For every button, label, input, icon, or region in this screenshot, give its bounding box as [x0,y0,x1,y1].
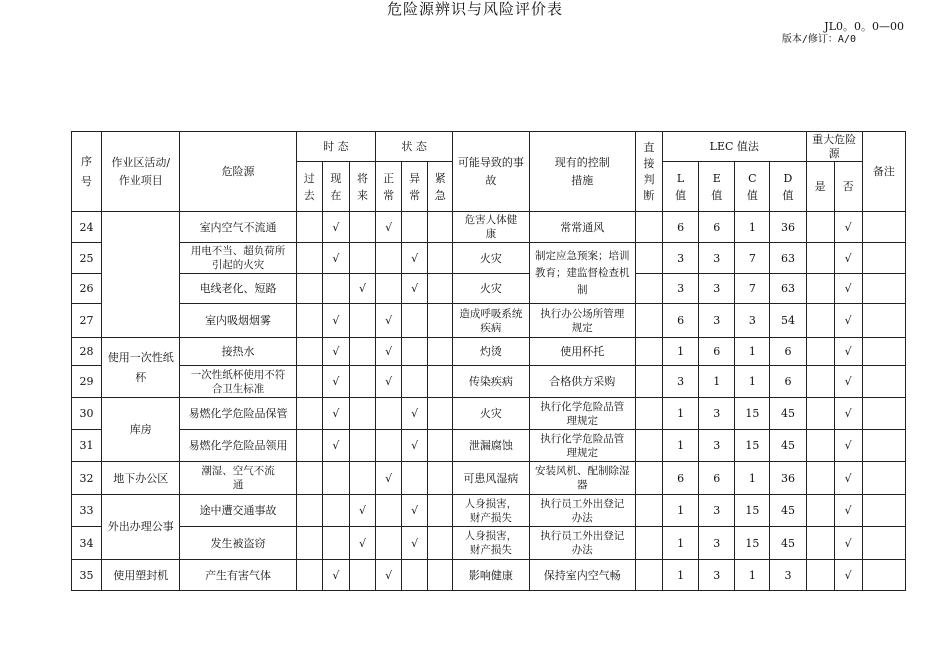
cell-hazard: 发生被盗窃 [180,527,296,560]
cell-C: 1 [735,212,770,243]
cell-seq: 30 [72,398,102,430]
cell-C: 15 [735,430,770,462]
cell-normal: √ [376,560,402,591]
cell-C: 15 [735,495,770,527]
cell-control: 执行化学危险品管理规定 [529,398,635,430]
cell-future [349,243,375,274]
cell-E: 1 [699,366,735,398]
cell-seq: 32 [72,462,102,495]
cell-L: 1 [663,560,699,591]
cell-E: 3 [699,527,735,560]
header-major: 重大危险源 [806,132,862,162]
cell-no: √ [834,560,862,591]
cell-accident: 灼烫 [453,338,529,366]
cell-normal [376,430,402,462]
header-seq: 序号 [72,132,102,212]
cell-L: 1 [663,527,699,560]
cell-no: √ [834,398,862,430]
cell-E: 6 [699,338,735,366]
cell-seq: 26 [72,274,102,304]
cell-no: √ [834,338,862,366]
cell-control: 执行员工外出登记办法 [529,495,635,527]
cell-seq: 29 [72,366,102,398]
header-C: C值 [735,162,770,212]
cell-E: 6 [699,462,735,495]
cell-accident: 可患风湿病 [453,462,529,495]
cell-abnormal [402,462,428,495]
cell-D: 6 [770,338,806,366]
cell-abnormal [402,338,428,366]
cell-L: 1 [663,338,699,366]
header-tense: 时 态 [296,132,375,162]
document-title: 危险源辨识与风险评价表 [386,0,563,18]
cell-L: 1 [663,398,699,430]
cell-now: √ [322,430,349,462]
cell-control: 保持室内空气畅 [529,560,635,591]
cell-L: 6 [663,212,699,243]
header-state: 状 态 [376,132,453,162]
cell-now [322,495,349,527]
cell-no: √ [834,304,862,338]
cell-normal: √ [376,462,402,495]
document-number: JL0。0。0—00 [824,20,904,33]
cell-abnormal [402,560,428,591]
cell-abnormal [402,212,428,243]
header-E: E值 [699,162,735,212]
cell-D: 36 [770,462,806,495]
cell-C: 1 [735,560,770,591]
cell-seq: 27 [72,304,102,338]
cell-now: √ [322,304,349,338]
cell-future [349,398,375,430]
header-hazard: 危险源 [180,132,296,212]
header-L: L值 [663,162,699,212]
cell-hazard: 途中遭交通事故 [180,495,296,527]
cell-accident: 危害人体健康 [453,212,529,243]
cell-D: 45 [770,430,806,462]
table-row [72,462,906,495]
cell-activity: 使用一次性纸杯 [102,338,180,398]
cell-L: 6 [663,462,699,495]
cell-seq: 35 [72,560,102,591]
cell-accident: 造成呼吸系统疾病 [453,304,529,338]
header-state-abnormal: 异常 [402,162,428,212]
cell-now: √ [322,366,349,398]
risk-assessment-table [71,131,906,591]
cell-E: 3 [699,274,735,304]
cell-D: 54 [770,304,806,338]
cell-abnormal [402,304,428,338]
cell-now: √ [322,560,349,591]
cell-accident: 传染疾病 [453,366,529,398]
table-row [72,212,906,243]
cell-no: √ [834,366,862,398]
cell-hazard: 室内空气不流通 [180,212,296,243]
cell-hazard: 室内吸烟烟雾 [180,304,296,338]
cell-activity: 库房 [102,398,180,462]
cell-seq: 25 [72,243,102,274]
cell-C: 1 [735,462,770,495]
cell-D: 63 [770,243,806,274]
cell-L: 1 [663,430,699,462]
header-tense-now: 现在 [322,162,349,212]
cell-L: 3 [663,274,699,304]
cell-no: √ [834,243,862,274]
header-remark: 备注 [862,132,905,212]
cell-now [322,462,349,495]
cell-no: √ [834,212,862,243]
cell-C: 1 [735,338,770,366]
cell-future [349,366,375,398]
cell-no: √ [834,495,862,527]
cell-abnormal: √ [402,430,428,462]
cell-seq: 31 [72,430,102,462]
header-tense-future: 将来 [349,162,375,212]
cell-control: 制定应急预案；培训教育；建监督检查机制 [529,243,635,304]
cell-control: 执行员工外出登记办法 [529,527,635,560]
header-control: 现有的控制措施 [529,132,635,212]
cell-accident: 人身损害，财产损失 [453,527,529,560]
cell-normal [376,274,402,304]
cell-control: 安装风机、配制除湿器 [529,462,635,495]
cell-E: 3 [699,398,735,430]
header-yes: 是 [806,162,834,212]
cell-activity: 使用塑封机 [102,560,180,591]
cell-hazard: 产生有害气体 [180,560,296,591]
header-D: D值 [770,162,806,212]
cell-D: 45 [770,398,806,430]
cell-now: √ [322,398,349,430]
cell-C: 7 [735,243,770,274]
cell-accident: 影响健康 [453,560,529,591]
cell-E: 3 [699,560,735,591]
cell-no: √ [834,527,862,560]
cell-no: √ [834,274,862,304]
cell-future [349,338,375,366]
table-row [72,527,906,560]
cell-accident: 火灾 [453,274,529,304]
cell-E: 3 [699,243,735,274]
header-activity: 作业区活动/作业项目 [102,132,180,212]
cell-control: 合格供方采购 [529,366,635,398]
cell-normal: √ [376,212,402,243]
cell-future [349,560,375,591]
table-row [72,560,906,591]
cell-normal [376,495,402,527]
cell-D: 45 [770,495,806,527]
cell-C: 15 [735,527,770,560]
cell-seq: 24 [72,212,102,243]
cell-D: 63 [770,274,806,304]
cell-hazard: 易燃化学危险品领用 [180,430,296,462]
cell-hazard: 电线老化、短路 [180,274,296,304]
cell-accident: 火灾 [453,398,529,430]
cell-D: 36 [770,212,806,243]
header-state-emergency: 紧急 [428,162,453,212]
cell-hazard: 一次性纸杯使用不符合卫生标准 [180,366,296,398]
cell-control: 执行化学危险品管理规定 [529,430,635,462]
cell-abnormal: √ [402,398,428,430]
cell-normal [376,398,402,430]
cell-now: √ [322,243,349,274]
cell-control: 执行办公场所管理规定 [529,304,635,338]
cell-activity [102,212,180,338]
table-row [72,495,906,527]
cell-hazard: 用电不当、超负荷所引起的火灾 [180,243,296,274]
table-row [72,274,906,304]
header-no: 否 [834,162,862,212]
cell-future [349,304,375,338]
cell-normal [376,527,402,560]
cell-accident: 人身损害，财产损失 [453,495,529,527]
cell-normal: √ [376,366,402,398]
cell-seq: 33 [72,495,102,527]
cell-hazard: 潮湿、空气不流通 [180,462,296,495]
cell-D: 3 [770,560,806,591]
cell-accident: 火灾 [453,243,529,274]
cell-C: 1 [735,366,770,398]
cell-L: 3 [663,366,699,398]
table-row [72,366,906,398]
cell-now: √ [322,212,349,243]
cell-future: √ [349,274,375,304]
cell-accident: 泄漏腐蚀 [453,430,529,462]
cell-C: 3 [735,304,770,338]
cell-L: 3 [663,243,699,274]
cell-future: √ [349,527,375,560]
cell-future [349,430,375,462]
header-lec: LEC 值法 [663,132,807,162]
cell-E: 3 [699,304,735,338]
header-accident: 可能导致的事故 [453,132,529,212]
cell-activity: 外出办理公事 [102,495,180,560]
cell-future [349,462,375,495]
header-state-normal: 正常 [376,162,402,212]
cell-D: 45 [770,527,806,560]
cell-abnormal: √ [402,274,428,304]
cell-C: 15 [735,398,770,430]
cell-abnormal: √ [402,495,428,527]
cell-normal: √ [376,304,402,338]
cell-abnormal [402,366,428,398]
header-direct: 直接判断 [635,132,662,212]
cell-L: 6 [663,304,699,338]
cell-C: 7 [735,274,770,304]
cell-E: 3 [699,430,735,462]
cell-abnormal: √ [402,243,428,274]
cell-hazard: 接热水 [180,338,296,366]
cell-D: 6 [770,366,806,398]
cell-no: √ [834,430,862,462]
table-row [72,398,906,430]
cell-no: √ [834,462,862,495]
table-row [72,338,906,366]
version-label: 版本/修订：A/0 [781,34,856,45]
cell-future: √ [349,495,375,527]
cell-now [322,527,349,560]
cell-control: 使用杯托 [529,338,635,366]
cell-activity: 地下办公区 [102,462,180,495]
cell-seq: 34 [72,527,102,560]
cell-future [349,212,375,243]
header-tense-past: 过去 [296,162,322,212]
cell-seq: 28 [72,338,102,366]
cell-now [322,274,349,304]
cell-E: 6 [699,212,735,243]
cell-normal [376,243,402,274]
cell-now: √ [322,338,349,366]
table-row [72,304,906,338]
cell-abnormal: √ [402,527,428,560]
table-row [72,430,906,462]
cell-E: 3 [699,495,735,527]
cell-hazard: 易燃化学危险品保管 [180,398,296,430]
cell-L: 1 [663,495,699,527]
table-row [72,243,906,274]
cell-control: 常常通风 [529,212,635,243]
cell-normal: √ [376,338,402,366]
